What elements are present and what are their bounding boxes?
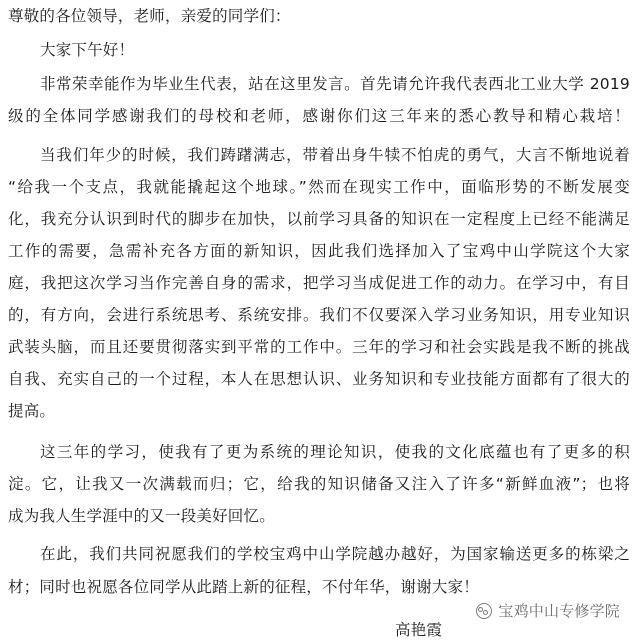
paragraph-line: 的，有方向，会进行系统思考、系统安排。我们不仅要深入学习业务知识，用专业知识 — [8, 306, 630, 324]
paragraph-line: 成为我人生学涯中的又一段美好回忆。 — [8, 507, 275, 525]
paragraph-line: 非常荣幸能作为毕业生代表，站在这里发言。首先请允许我代表西北工业大学 2019 — [40, 75, 630, 93]
paragraph-line: 武装头脑，而且还要贯彻落实到平常的工作中。三年的学习和社会实践是我不断的挑战 — [8, 338, 630, 356]
paragraph-line: 在此，我们共同祝愿我们的学校宝鸡中山学院越办越好，为国家输送更多的栋梁之 — [40, 545, 630, 563]
paragraph-line: 材；同时也祝愿各位同学从此踏上新的征程，不付年华，谢谢大家！ — [8, 578, 480, 596]
paragraph-line: 庭，我把这次学习当作完善自身的需求，把学习当成促进工作的动力。在学习中，有目 — [8, 274, 630, 292]
paragraph-line: 级的全体同学感谢我们的母校和老师，感谢你们这三年来的悉心教导和精心栽培！ — [8, 107, 630, 125]
watermark — [476, 600, 620, 621]
paragraph-line: 淀。它，让我又一次满载而归；它，给我的知识储备又注入了许多“新鲜血液”；也将 — [8, 475, 630, 493]
paragraph-line: 工作的需要，急需补充各方面的新知识，因此我们选择加入了宝鸡中山学院这个大家 — [8, 242, 630, 260]
paragraph-line: 当我们年少的时候，我们踌躇满志，带着出身牛犊不怕虎的勇气，大言不惭地说着 — [40, 146, 630, 164]
paragraph-line: 自我、充实自己的一个过程，本人在思想认识、业务知识和专业技能方面都有了很大的 — [8, 370, 630, 388]
signature: 高艳霞 — [395, 621, 443, 639]
paragraph-line: “给我一个支点，我就能撬起这个地球。”然而在现实工作中，面临形势的不断发展变 — [8, 178, 630, 196]
watermark-text: 宝鸡中山专修学院 — [498, 602, 620, 620]
opening: 大家下午好！ — [40, 41, 135, 59]
wechat-icon — [476, 603, 492, 619]
paragraph-line: 提高。 — [8, 402, 56, 420]
paragraph-line: 化，我充分认识到时代的脚步在加快，以前学习具备的知识在一定程度上已经不能满足 — [8, 210, 630, 228]
paragraph-line: 这三年的学习，使我有了更为系统的理论知识，使我的文化底蕴也有了更多的积 — [40, 443, 630, 461]
greeting: 尊敬的各位领导，老师，亲爱的同学们： — [8, 7, 291, 25]
